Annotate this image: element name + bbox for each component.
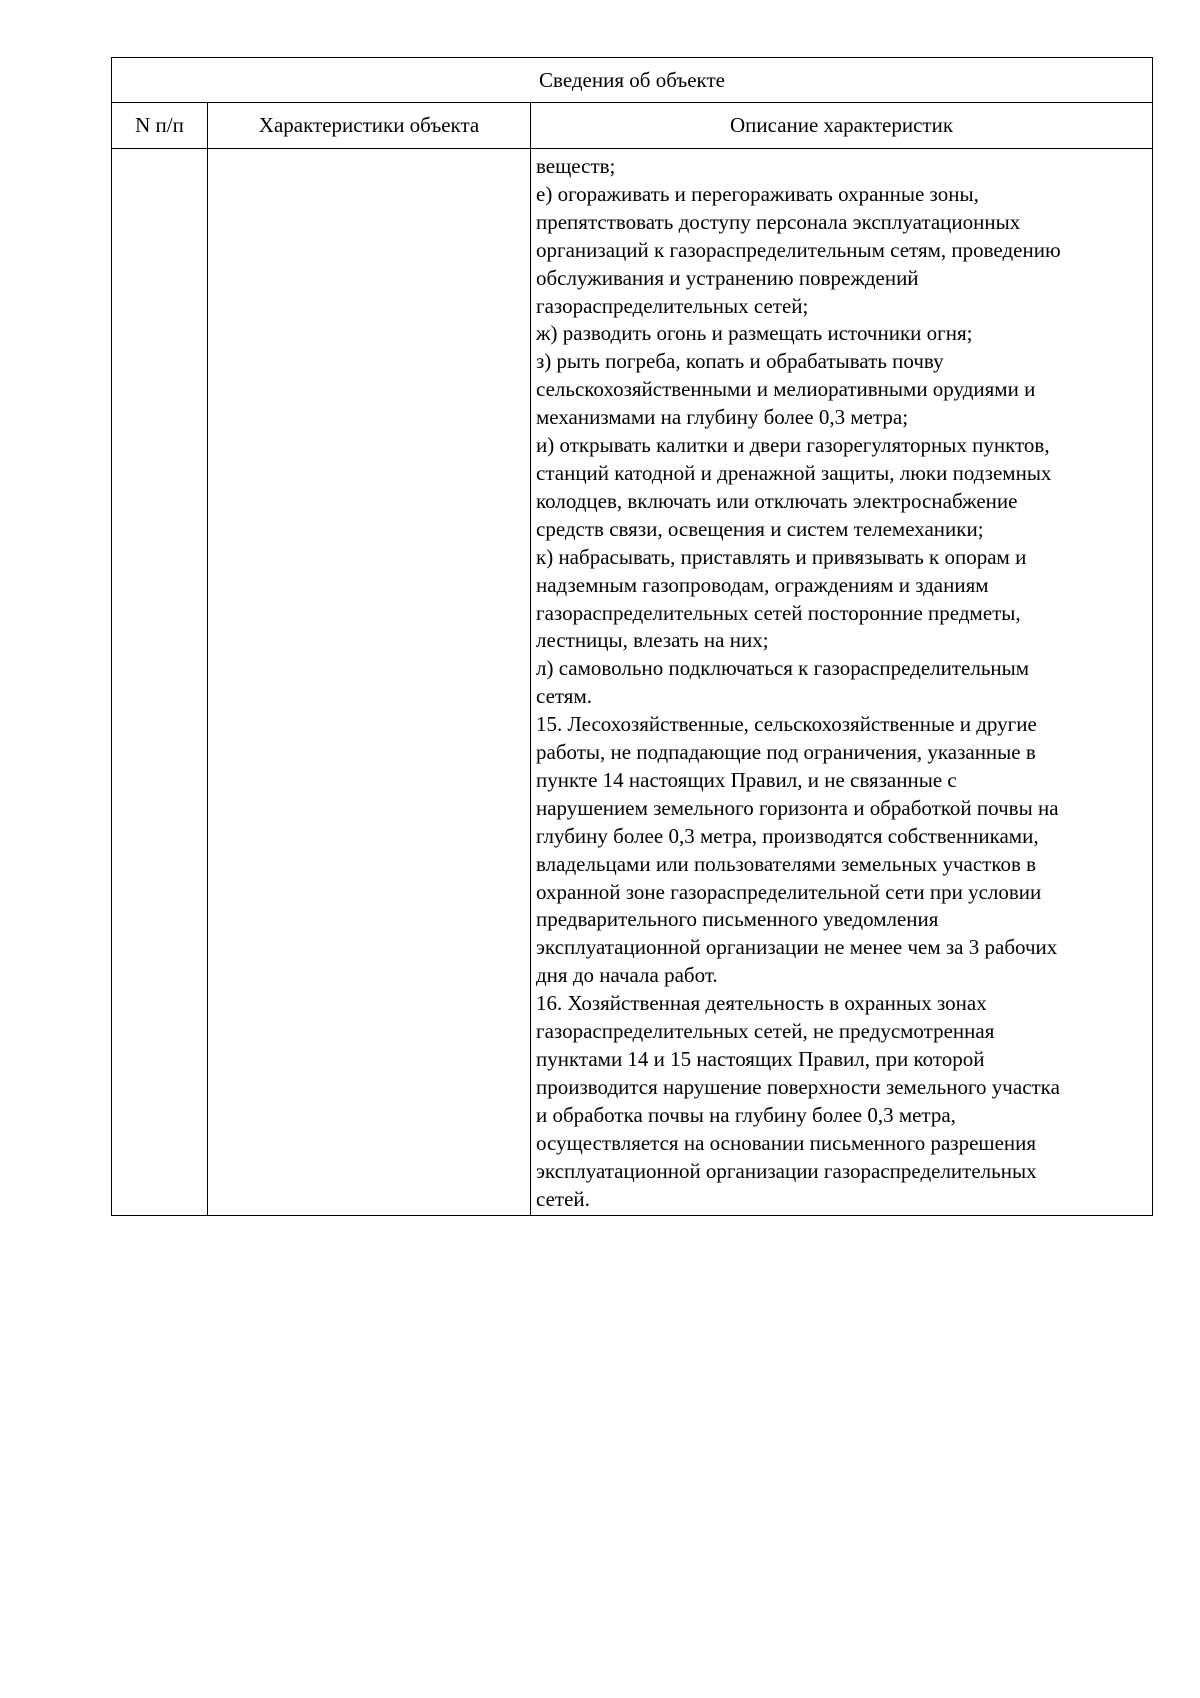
description-line: обслуживания и устранению повреждений bbox=[536, 265, 919, 290]
description-line: колодцев, включать или отключать электроснабжение bbox=[536, 488, 1018, 513]
description-line: нарушением земельного горизонта и обработкой почвы на bbox=[536, 795, 1059, 820]
description-line: 16. Хозяйственная деятельность в охранных зонах bbox=[536, 991, 987, 1016]
description-line: и обработка почвы на глубину более 0,3 метра, bbox=[536, 1102, 956, 1127]
row-characteristics-cell bbox=[208, 149, 531, 1216]
description-line: эксплуатационной организации не менее чем за 3 рабочих bbox=[536, 935, 1058, 960]
description-line: ж) разводить огонь и размещать источники огня; bbox=[536, 321, 973, 346]
description-line: к) набрасывать, приставлять и привязывать к опорам и bbox=[536, 544, 1027, 569]
description-line: производится нарушение поверхности земельного участка bbox=[536, 1074, 1060, 1099]
description-line: организаций к газораспределительным сетям, проведению bbox=[536, 237, 1061, 262]
description-line: механизмами на глубину более 0,3 метра; bbox=[536, 405, 909, 430]
description-line: работы, не подпадающие под ограничения, указанные в bbox=[536, 740, 1036, 765]
description-line: глубину более 0,3 метра, производятся собственниками, bbox=[536, 823, 1039, 848]
description-line: предварительного письменного уведомления bbox=[536, 907, 939, 932]
description-line: надземным газопроводам, ограждениям и зданиям bbox=[536, 572, 989, 597]
description-line: эксплуатационной организации газораспределительных bbox=[536, 1158, 1037, 1183]
description-line: веществ; bbox=[536, 154, 616, 178]
table-title-row bbox=[112, 58, 1153, 103]
table-title: Сведения об объекте bbox=[112, 58, 1153, 103]
description-line: газораспределительных сетей посторонние предметы, bbox=[536, 600, 1021, 625]
header-description: Описание характеристик bbox=[531, 103, 1153, 149]
description-line: и) открывать калитки и двери газорегуляторных пунктов, bbox=[536, 433, 1050, 458]
description-line: сетям. bbox=[536, 684, 592, 709]
row-number-cell bbox=[112, 149, 208, 1216]
description-line: лестницы, влезать на них; bbox=[536, 628, 769, 653]
description-line: е) огораживать и перегораживать охранные зоны, bbox=[536, 181, 979, 206]
description-line: охранной зоне газораспределительной сети при условии bbox=[536, 879, 1042, 904]
description-line: газораспределительных сетей; bbox=[536, 293, 809, 318]
header-characteristics: Характеристики объекта bbox=[208, 103, 531, 149]
description-line: сельскохозяйственными и мелиоративными орудиями и bbox=[536, 377, 1036, 402]
description-line: пункте 14 настоящих Правил, и не связанные с bbox=[536, 767, 957, 792]
table-row bbox=[112, 149, 1153, 1216]
description-line: пунктами 14 и 15 настоящих Правил, при которой bbox=[536, 1047, 985, 1071]
description-line: препятствовать доступу персонала эксплуатационных bbox=[536, 209, 1021, 234]
description-line: з) рыть погреба, копать и обрабатывать почву bbox=[536, 349, 944, 374]
description-line: л) самовольно подключаться к газораспределительным bbox=[536, 656, 1030, 681]
description-line: владельцами или пользователями земельных участков в bbox=[536, 851, 1037, 876]
description-line: станций катодной и дренажной защиты, люки подземных bbox=[536, 460, 1052, 485]
description-line: осуществляется на основании письменного разрешения bbox=[536, 1130, 1037, 1155]
table-header-row bbox=[112, 103, 1153, 149]
header-number: N п/п bbox=[112, 103, 208, 149]
description-line: дня до начала работ. bbox=[536, 963, 718, 988]
description-line: средств связи, освещения и систем телемеханики; bbox=[536, 516, 984, 541]
description-line: 15. Лесохозяйственные, сельскохозяйственные и другие bbox=[536, 712, 1037, 737]
description-line: сетей. bbox=[536, 1186, 590, 1211]
object-info-table bbox=[111, 57, 1153, 1216]
description-line: газораспределительных сетей, не предусмотренная bbox=[536, 1019, 995, 1044]
description-text bbox=[536, 153, 1148, 1213]
row-description-cell bbox=[531, 149, 1153, 1216]
